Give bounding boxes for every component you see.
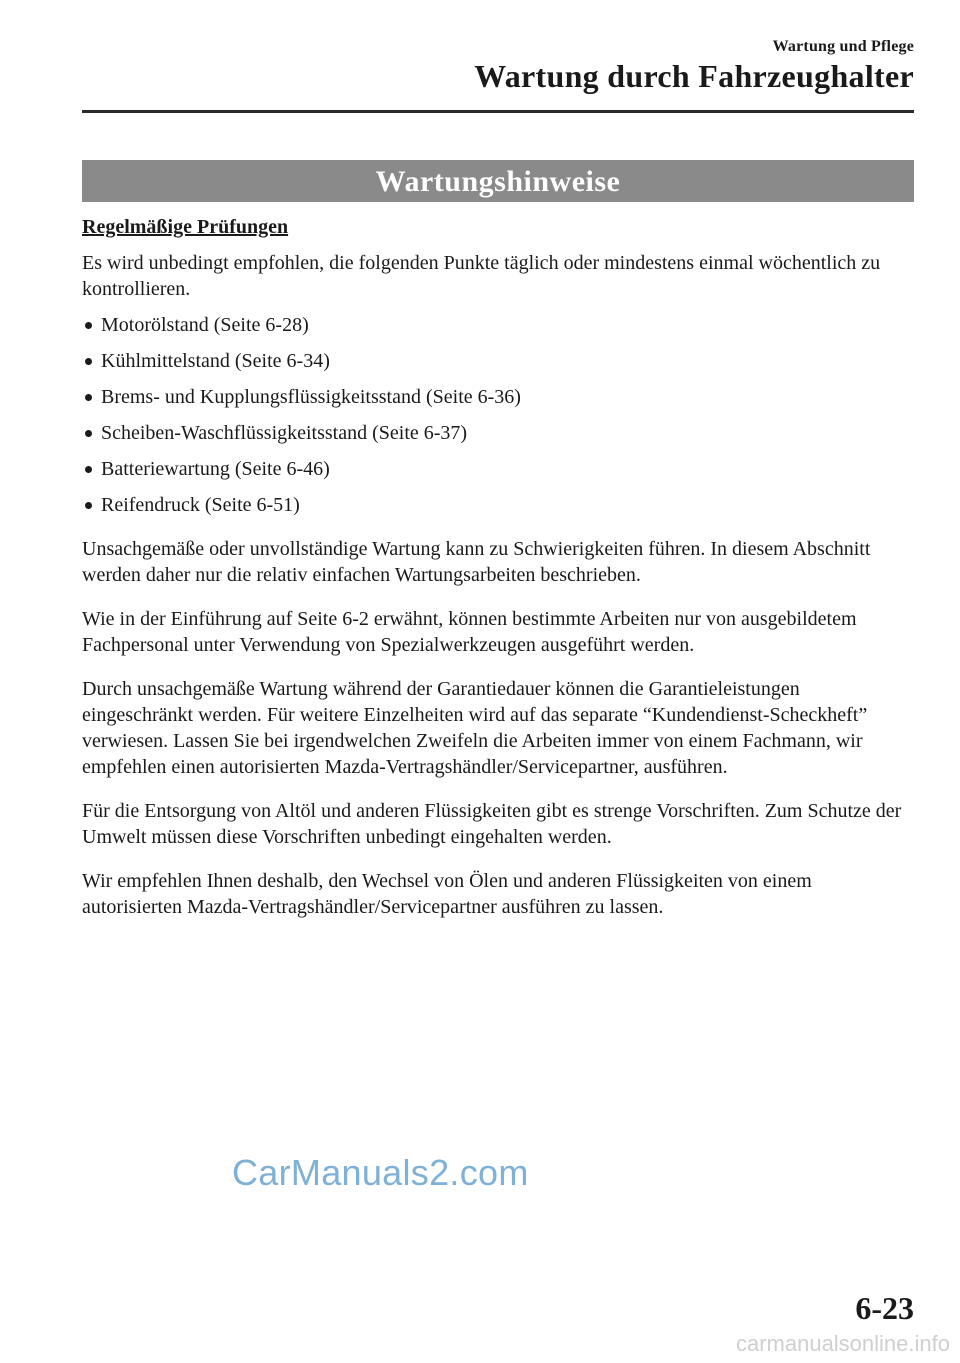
list-item (82, 492, 914, 518)
page-number: 6-23 (855, 1290, 914, 1326)
list-item-text: Brems- und Kupplungsflüssigkeitsstand (Seite 6-36) (101, 386, 521, 408)
check-list (82, 312, 914, 518)
body-paragraph: Unsachgemäße oder unvollständige Wartung kann zu Schwierigkeiten führen. In diesem Abschnitt werden daher nur die relativ einfachen Wartungsarbeiten beschrieben. (82, 538, 871, 586)
list-item-text: Motorölstand (Seite 6-28) (101, 314, 309, 336)
subheading: Regelmäßige Prüfungen (82, 216, 289, 238)
list-item (82, 456, 914, 482)
bullet-dot-icon (85, 430, 92, 437)
list-item-text: Batteriewartung (Seite 6-46) (101, 458, 330, 480)
list-item (82, 420, 914, 446)
section-banner: Wartungshinweise (82, 160, 914, 202)
bullet-dot-icon (85, 466, 92, 473)
intro-paragraph: Es wird unbedingt empfohlen, die folgenden Punkte täglich oder mindestens einmal wöchentlich zu kontrollieren. (82, 252, 881, 300)
list-item (82, 348, 914, 374)
main-content (82, 214, 914, 938)
header-rule (82, 110, 914, 113)
list-item-text: Scheiben-Waschflüssigkeitsstand (Seite 6-37) (101, 422, 468, 444)
footer-url: carmanualsonline.info (735, 1331, 950, 1356)
bullet-dot-icon (85, 322, 92, 329)
running-header-title: Wartung durch Fahrzeughalter (474, 58, 914, 94)
running-header-chapter: Wartung und Pflege (772, 38, 914, 55)
bullet-dot-icon (85, 394, 92, 401)
list-item (82, 312, 914, 338)
body-paragraph: Für die Entsorgung von Altöl und anderen Flüssigkeiten gibt es strenge Vorschriften. Zum Schutze der Umwelt müssen diese Vorschriften unbedingt eingehalten werden. (82, 800, 902, 848)
bullet-dot-icon (85, 358, 92, 365)
body-paragraph: Wir empfehlen Ihnen deshalb, den Wechsel von Ölen und anderen Flüssigkeiten von einem autorisierten Mazda-Vertragshändler/Servicepartner ausführen zu lassen. (82, 870, 812, 918)
body-paragraph: Wie in der Einführung auf Seite 6-2 erwähnt, können bestimmte Arbeiten nur von ausgebildetem Fachpersonal unter Verwendung von Spezialwerkzeugen ausgeführt werden. (82, 608, 857, 656)
body-paragraph: Durch unsachgemäße Wartung während der Garantiedauer können die Garantieleistungen eingeschränkt werden. Für weitere Einzelheiten wird auf das separate “Kundendienst-Scheckheft” verwiesen. Lassen Sie bei irgendwelchen Zweifeln die Arbeiten immer von einem Fachmann, wir empfehlen einen autorisierten Mazda-Vertragshändler/Servicepartner, ausführen. (82, 678, 868, 778)
watermark: CarManuals2.com (232, 1152, 529, 1193)
list-item-text: Reifendruck (Seite 6-51) (101, 494, 300, 516)
bullet-dot-icon (85, 502, 92, 509)
list-item (82, 384, 914, 410)
list-item-text: Kühlmittelstand (Seite 6-34) (101, 350, 330, 372)
